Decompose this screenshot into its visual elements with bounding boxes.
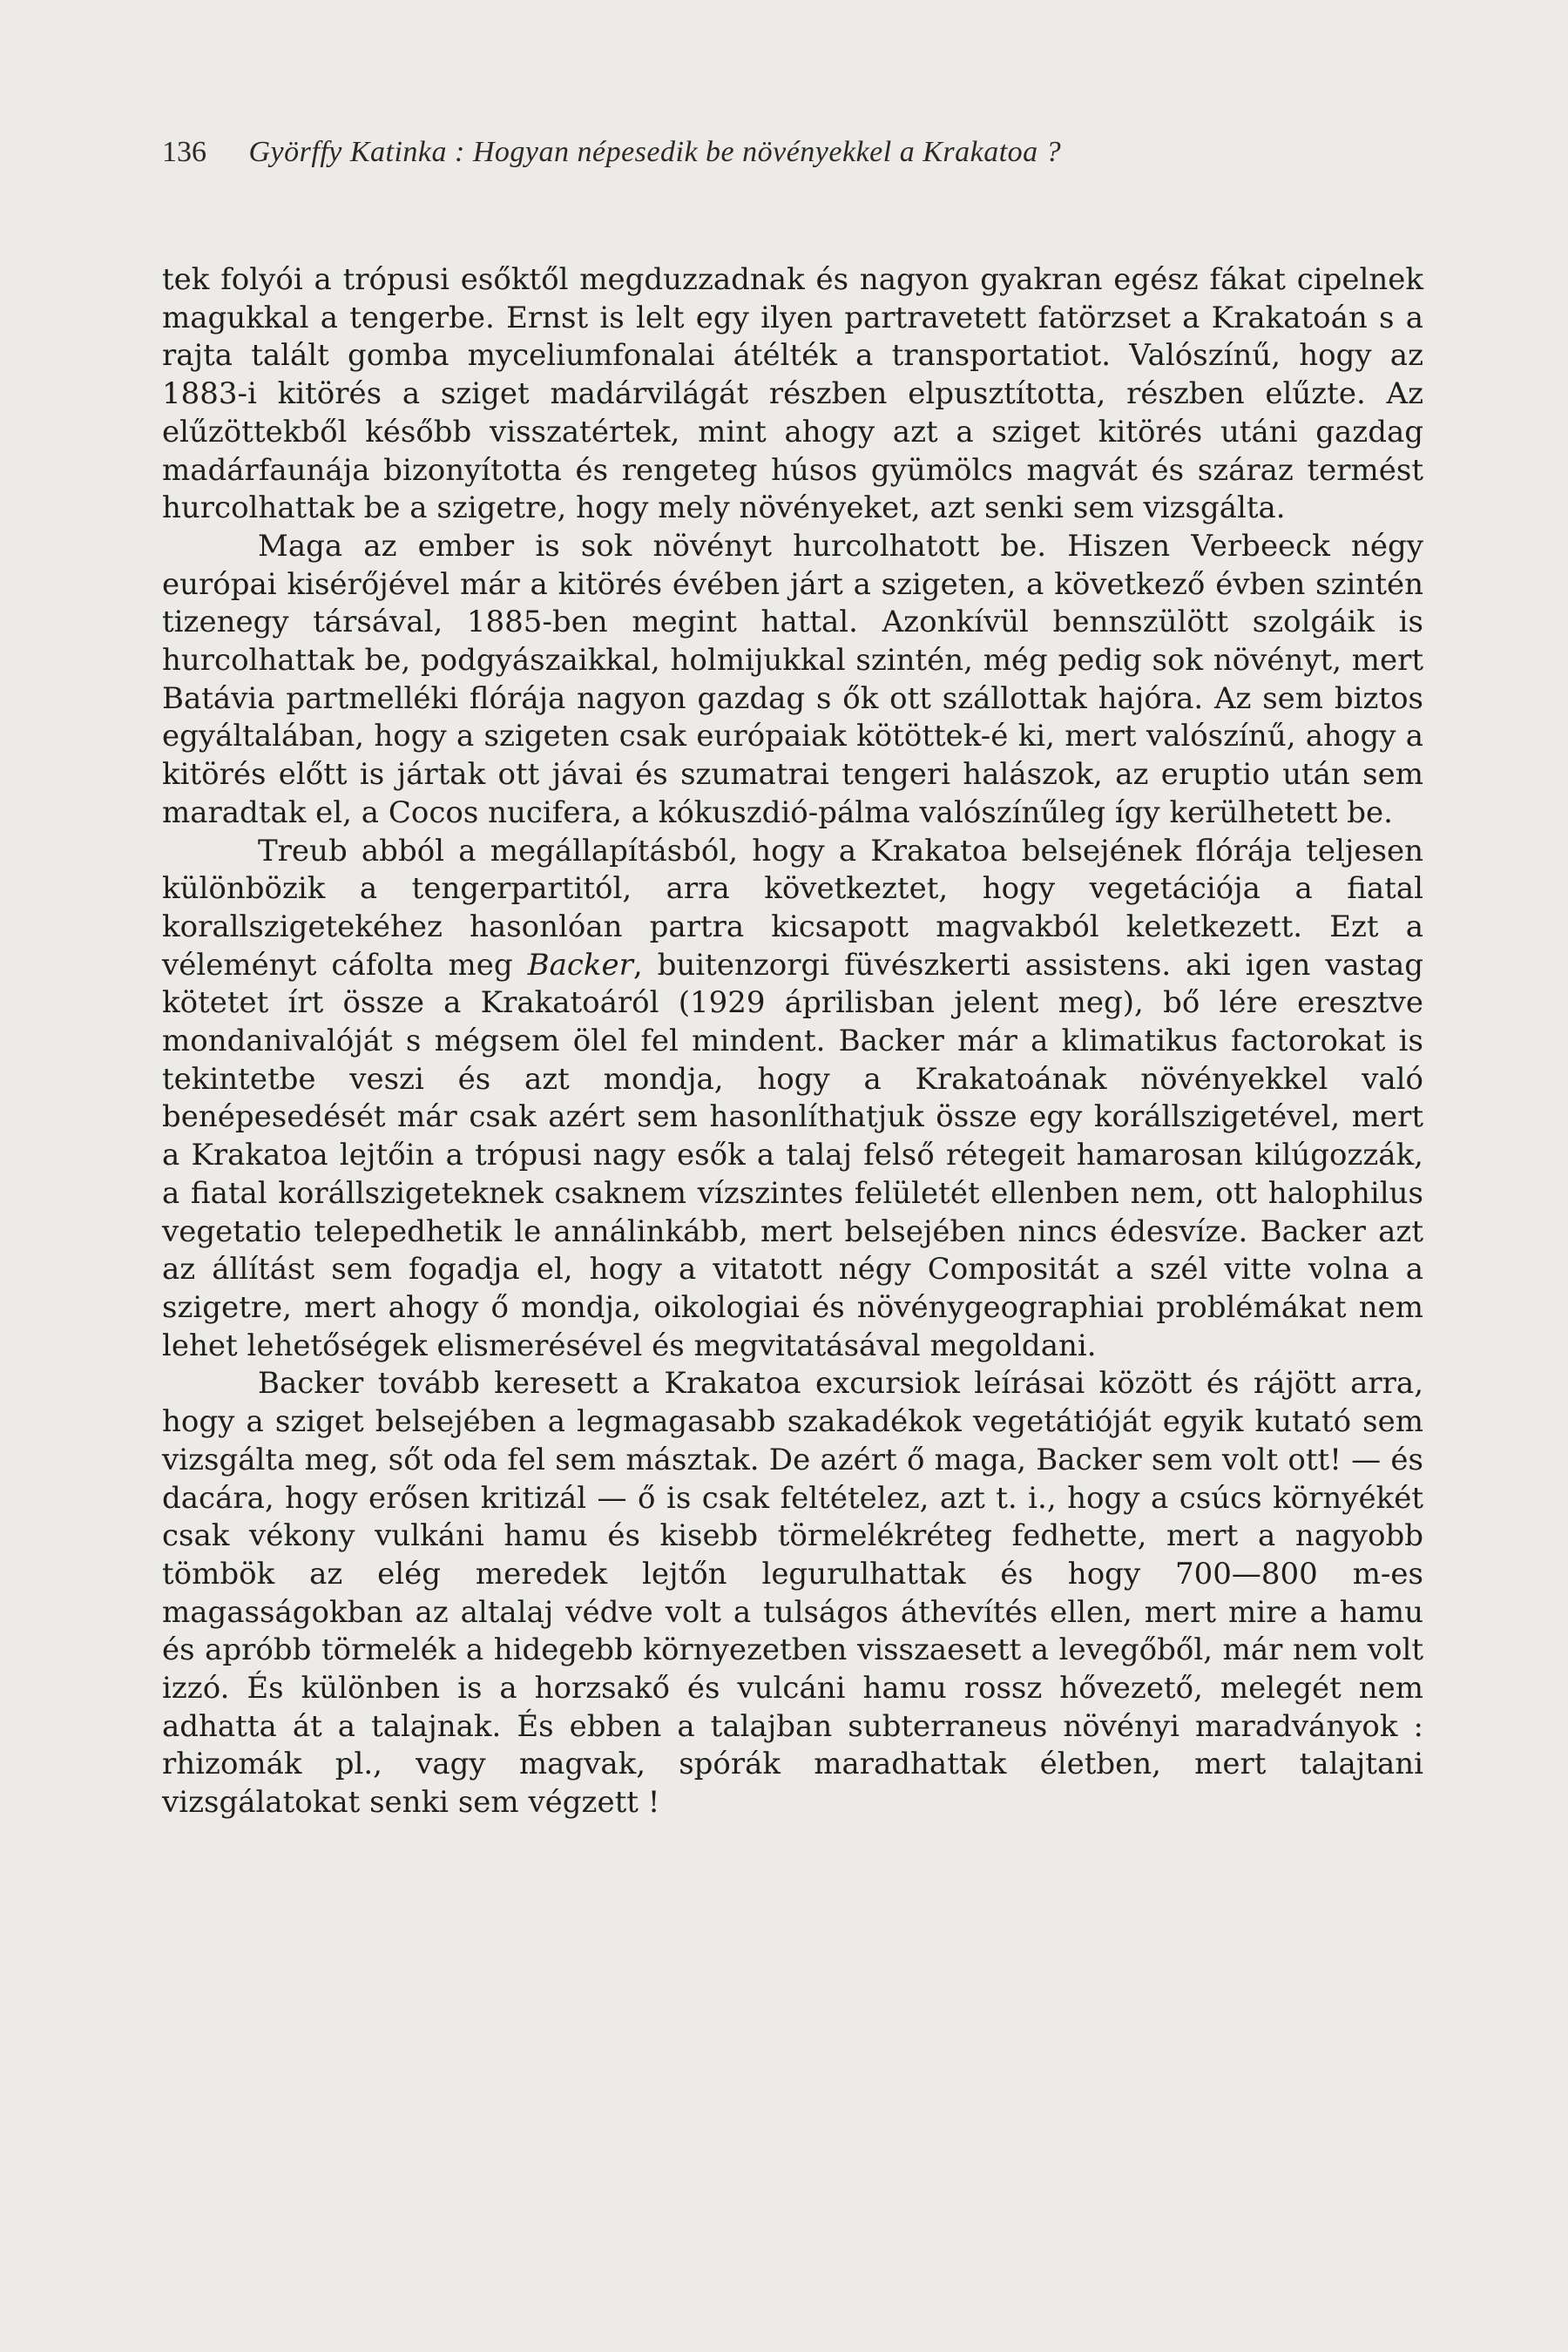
paragraph-3	[162, 833, 1423, 1366]
paragraph-3-part-2: , buitenzorgi füvészkerti assistens. aki igen vastag kötetet írt össze a Krakatoáról (1929 áprilisban jelent meg), bő lére eresztve mondanivalóját s mégsem ölel fel mindent. Backer már a klimatikus factorokat is tekintetbe veszi és azt mondja, hogy a Krakatoának növényekkel való benépesedését már csak azért sem hasonlíthatjuk össze egy korállszigetével, mert a Krakatoa lejtőin a trópusi nagy esők a talaj felső rétegeit hamarosan kilúgozzák, a fiatal korállszigeteknek csaknem vízszintes felületét ellenben nem, ott halophilus vegetatio telepedhetik le annálinkább, mert belsejében nincs édesvíze. Backer azt az állítást sem fogadja el, hogy a vitatott négy Compositát a szél vitte volna a szigetre, mert ahogy ő mondja, oikologiai és növénygeographiai problémákat nem lehet lehetőségek elismerésével és megvitatásával megoldani.	[162, 947, 1423, 1363]
paragraph-3-part-1: Treub abból a megállapításból, hogy a Krakatoa belsejének flórája teljesen különbözik a tengerpartitól, arra következtet, hogy vegetációja a fiatal korallszigetekéhez hasonlóan partra kicsapott magvakból keletkezett. Ezt a véleményt cáfolta meg	[162, 833, 1423, 983]
running-title: Györffy Katinka : Hogyan népesedik be növényekkel a Krakatoa ?	[248, 136, 1062, 168]
author-name-backer: Backer	[527, 947, 633, 983]
body-text	[162, 261, 1423, 1822]
page-number: 136	[162, 136, 206, 168]
running-header	[162, 136, 1416, 169]
paragraph-4: Backer tovább keresett a Krakatoa excursiok leírásai között és rájött arra, hogy a sziget belsejében a legmagasabb szakadékok vegetátióját egyik kutató sem vizsgálta meg, sőt oda fel sem másztak. De azért ő maga, Backer sem volt ott! — és dacára, hogy erősen kritizál — ő is csak feltételez, azt t. i., hogy a csúcs környékét csak vékony vulkáni hamu és kisebb törmelékréteg fedhette, mert a nagyobb tömbök az elég meredek lejtőn legurulhattak és hogy 700—800 m-es magasságokban az altalaj védve volt a tulságos áthevítés ellen, mert mire a hamu és apróbb törmelék a hidegebb környezetben visszaesett a levegőből, már nem volt izzó. És különben is a horzsakő és vulcáni hamu rossz hővezető, melegét nem adhatta át a talajnak. És ebben a talajban subterraneus növényi maradványok : rhizomák pl., vagy magvak, spórák maradhattak életben, mert talajtani vizsgálatokat senki sem végzett !	[162, 1366, 1423, 1821]
paragraph-1: tek folyói a trópusi esőktől megduzzadnak és nagyon gyakran egész fákat cipelnek magukkal a tengerbe. Ernst is lelt egy ilyen partravetett fatörzset a Krakatoán s a rajta talált gomba myceliumfonalai átélték a transportatiot. Valószínű, hogy az 1883-i kitörés a sziget madárvilágát részben elpusztította, részben elűzte. Az elűzöttekből később visszatértek, mint ahogy azt a sziget kitörés utáni gazdag madárfaunája bizonyította és rengeteg húsos gyümölcs magvát és száraz termést hurcolhattak be a szigetre, hogy mely növényeket, azt senki sem vizsgálta.	[162, 262, 1423, 526]
paragraph-2: Maga az ember is sok növényt hurcolhatott be. Hiszen Verbeeck négy európai kisérőjével már a kitörés évében járt a szigeten, a következő évben szintén tizenegy társával, 1885-ben megint hattal. Azonkívül bennszülött szolgáik is hurcolhattak be, podgyászaikkal, holmijukkal szintén, még pedig sok növényt, mert Batávia partmelléki flórája nagyon gazdag s ők ott szállottak hajóra. Az sem biztos egyáltalában, hogy a szigeten csak európaiak kötöttek-é ki, mert valószínű, ahogy a kitörés előtt is jártak ott jávai és szumatrai tengeri halászok, az eruptio után sem maradtak el, a Cocos nucifera, a kókuszdió-pálma valószínűleg így kerülhetett be.	[162, 528, 1423, 830]
